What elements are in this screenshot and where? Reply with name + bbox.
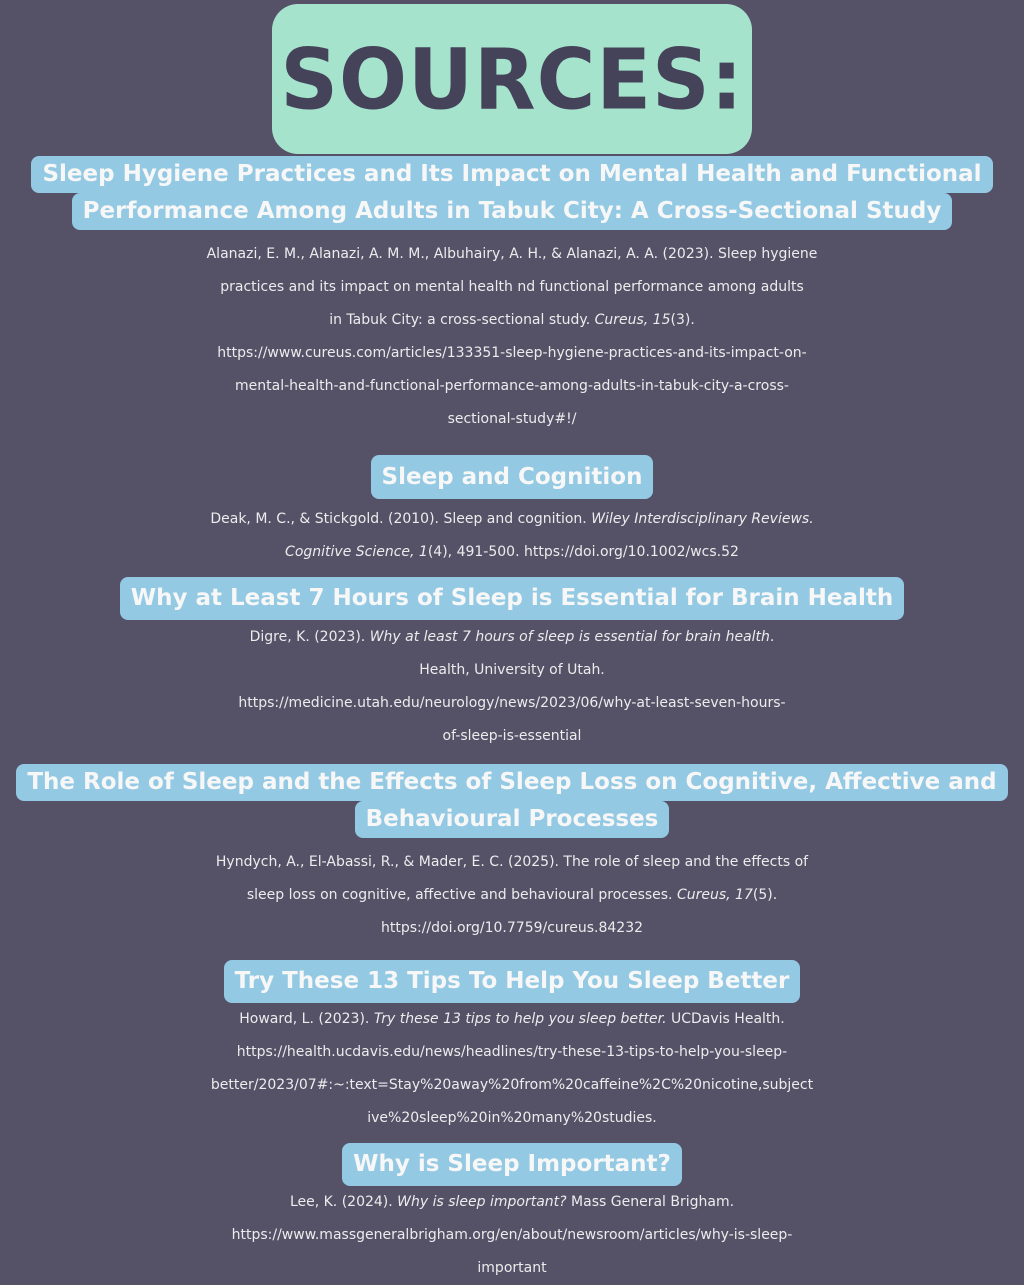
source-heading-line: Why at Least 7 Hours of Sleep is Essential for Brain Health [120,577,905,620]
source-heading-line: Why is Sleep Important? [342,1143,682,1186]
source-heading-line: Performance Among Adults in Tabuk City: A Cross-Sectional Study [72,193,953,230]
source-heading-line: Behavioural Processes [355,801,670,838]
citation-link[interactable]: important [477,1260,547,1276]
source-heading [0,1143,1024,1186]
citation-line: Hyndych, A., El-Abassi, R., & Mader, E. C. (2025). The role of sleep and the effects of [215,854,809,870]
citation-line: Health, University of Utah. [419,662,605,678]
citation [0,503,1024,569]
citation-link[interactable]: ive%20sleep%20in%20many%20studies. [367,1110,657,1126]
page-title: SOURCES: [280,30,744,128]
title-banner [272,4,752,154]
citation-line: Alanazi, E. M., Alanazi, A. M. M., Albuhairy, A. H., & Alanazi, A. A. (2023). Sleep hygiene [206,246,818,262]
source-entry-3 [0,577,1024,753]
citation-link[interactable]: https://www.massgeneralbrigham.org/en/about/newsroom/articles/why-is-sleep- [231,1227,793,1243]
citation-line: Digre, K. (2023). Why at least 7 hours of sleep is essential for brain health. [249,629,775,645]
source-entry-2 [0,455,1024,569]
source-heading-line: The Role of Sleep and the Effects of Sleep Loss on Cognitive, Affective and [16,764,1007,801]
source-entry-1 [0,156,1024,436]
source-heading [0,764,1024,838]
citation-link[interactable]: mental-health-and-functional-performance-among-adults-in-tabuk-city-a-cross- [235,378,789,394]
citation-line: Howard, L. (2023). Try these 13 tips to help you sleep better. UCDavis Health. [239,1011,785,1027]
source-heading [0,455,1024,499]
citation-line: Cognitive Science, 1(4), 491-500. https://doi.org/10.1002/wcs.52 [285,544,739,560]
source-heading [0,156,1024,230]
citation-link[interactable]: https://doi.org/10.7759/cureus.84232 [380,920,644,936]
citation-line: Deak, M. C., & Stickgold. (2010). Sleep and cognition. Wiley Interdisciplinary Reviews. [210,511,814,527]
citation [0,238,1024,436]
source-heading-line: Sleep and Cognition [371,455,654,499]
citation-link[interactable]: https://www.cureus.com/articles/133351-sleep-hygiene-practices-and-its-impact-on- [217,345,807,361]
citation-link[interactable]: of-sleep-is-essential [442,728,582,744]
source-heading [0,960,1024,1003]
source-heading-line: Sleep Hygiene Practices and Its Impact on Mental Health and Functional [31,156,992,193]
citation [0,621,1024,753]
citation [0,846,1024,945]
citation-line: sleep loss on cognitive, affective and behavioural processes. Cureus, 17(5). [246,887,778,903]
source-heading [0,577,1024,620]
source-entry-6 [0,1143,1024,1285]
citation-link[interactable]: https://health.ucdavis.edu/news/headlines/try-these-13-tips-to-help-you-sleep- [236,1044,788,1060]
citation-link[interactable]: https://medicine.utah.edu/neurology/news/2023/06/why-at-least-seven-hours- [238,695,786,711]
citation [0,1003,1024,1135]
citation-line: practices and its impact on mental health nd functional performance among adults [220,279,804,295]
citation-line: Lee, K. (2024). Why is sleep important? Mass General Brigham. [289,1194,735,1210]
source-heading-line: Try These 13 Tips To Help You Sleep Better [224,960,801,1003]
citation [0,1186,1024,1285]
citation-line: in Tabuk City: a cross-sectional study. Cureus, 15(3). [329,312,695,328]
citation-link[interactable]: better/2023/07#:~:text=Stay%20away%20from%20caffeine%2C%20nicotine,subject [210,1077,814,1093]
source-entry-4 [0,764,1024,945]
citation-link[interactable]: sectional-study#!/ [447,411,577,427]
source-entry-5 [0,960,1024,1135]
